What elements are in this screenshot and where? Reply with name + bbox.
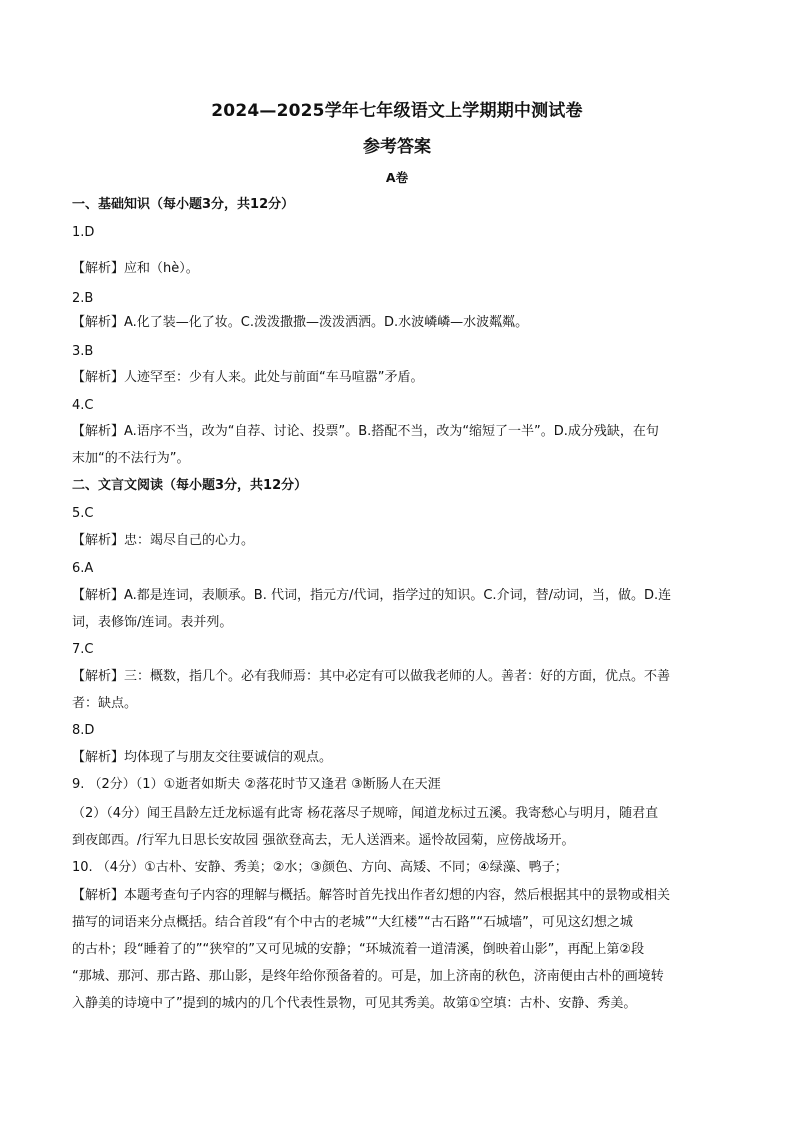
q5-answer: 5.C [72,506,94,521]
q10-analysis-line2: 描写的词语来分点概括。结合首段“有个中古的老城”“大红楼”“古石路”“石城墙”，可见这幻想之城 [72,915,633,930]
q9-part2-line1: （2）（4分）闻王昌龄左迁龙标遥有此寄 杨花落尽子规啼，闻道龙标过五溪。我寄愁心与明月，随君直 [72,806,659,821]
q7-answer: 7.C [72,642,94,657]
section-heading-basics: 一、基础知识（每小题3分，共12分） [72,197,295,212]
q8-analysis: 【解析】均体现了与朋友交往要诚信的观点。 [72,750,333,765]
q10-analysis-line3: 的古朴；段“睡着了的”“狭窄的”又可见城的安静；“环城流着一道清溪，倒映着山影”，再配上第②段 [72,942,645,957]
q8-answer: 8.D [72,723,95,738]
q2-analysis: 【解析】A.化了装—化了妆。C.泼泼撒撒—泼泼洒洒。D.水波嶙嶙—水波粼粼。 [72,315,529,330]
q3-analysis: 【解析】人迹罕至：少有人来。此处与前面“车马喧嚣”矛盾。 [72,370,424,385]
q10-analysis-line5: 入静美的诗境中了”提到的城内的几个代表性景物，可见其秀美。故第①空填：古朴、安静、秀美。 [72,996,637,1011]
q6-analysis-line1: 【解析】A.都是连词，表顺承。B. 代词，指元方/代词，指学过的知识。C.介词，替/动词，当，做。D.连 [72,588,672,603]
q3-answer: 3.B [72,344,94,359]
q4-analysis-line1: 【解析】A.语序不当，改为“自荐、讨论、投票”。B.搭配不当，改为“缩短了一半”。D.成分残缺，在句 [72,424,659,439]
q7-analysis-line1: 【解析】三：概数，指几个。必有我师焉：其中必定有可以做我老师的人。善者：好的方面，优点。不善 [72,669,671,684]
volume-label: A卷 [385,170,409,185]
q4-answer: 4.C [72,398,94,413]
q10-analysis-line1: 【解析】本题考查句子内容的理解与概括。解答时首先找出作者幻想的内容，然后根据其中的景物或相关 [72,888,671,903]
q1-analysis: 【解析】应和（hè）。 [72,261,199,276]
q9-part1: 9. （2分）（1）①逝者如斯夫 ②落花时节又逢君 ③断肠人在天涯 [72,777,441,792]
q4-analysis-line2: 末加“的不法行为”。 [72,451,190,466]
q10-analysis-line4: “那城、那河、那古路、那山影，是终年给你预备着的。可是，加上济南的秋色，济南便由古朴的画境转 [72,969,664,984]
q10-answer: 10. （4分）①古朴、安静、秀美；②水；③颜色、方向、高矮、不同；④绿藻、鸭子； [72,860,568,875]
section-heading-classical: 二、文言文阅读（每小题3分，共12分） [72,478,308,493]
q2-answer: 2.B [72,291,94,306]
q6-analysis-line2: 词，表修饰/连词。表并列。 [72,615,233,630]
document-subtitle: 参考答案 [363,137,431,157]
q7-analysis-line2: 者：缺点。 [72,696,138,711]
q9-part2-line2: 到夜郎西。/行军九日思长安故园 强欲登高去，无人送酒来。遥怜故园菊，应傍战场开。 [72,833,575,848]
q1-answer: 1.D [72,225,95,240]
document-title: 2024—2025学年七年级语文上学期期中测试卷 [211,101,583,121]
q5-analysis: 【解析】忠：竭尽自己的心力。 [72,533,255,548]
q6-answer: 6.A [72,561,94,576]
